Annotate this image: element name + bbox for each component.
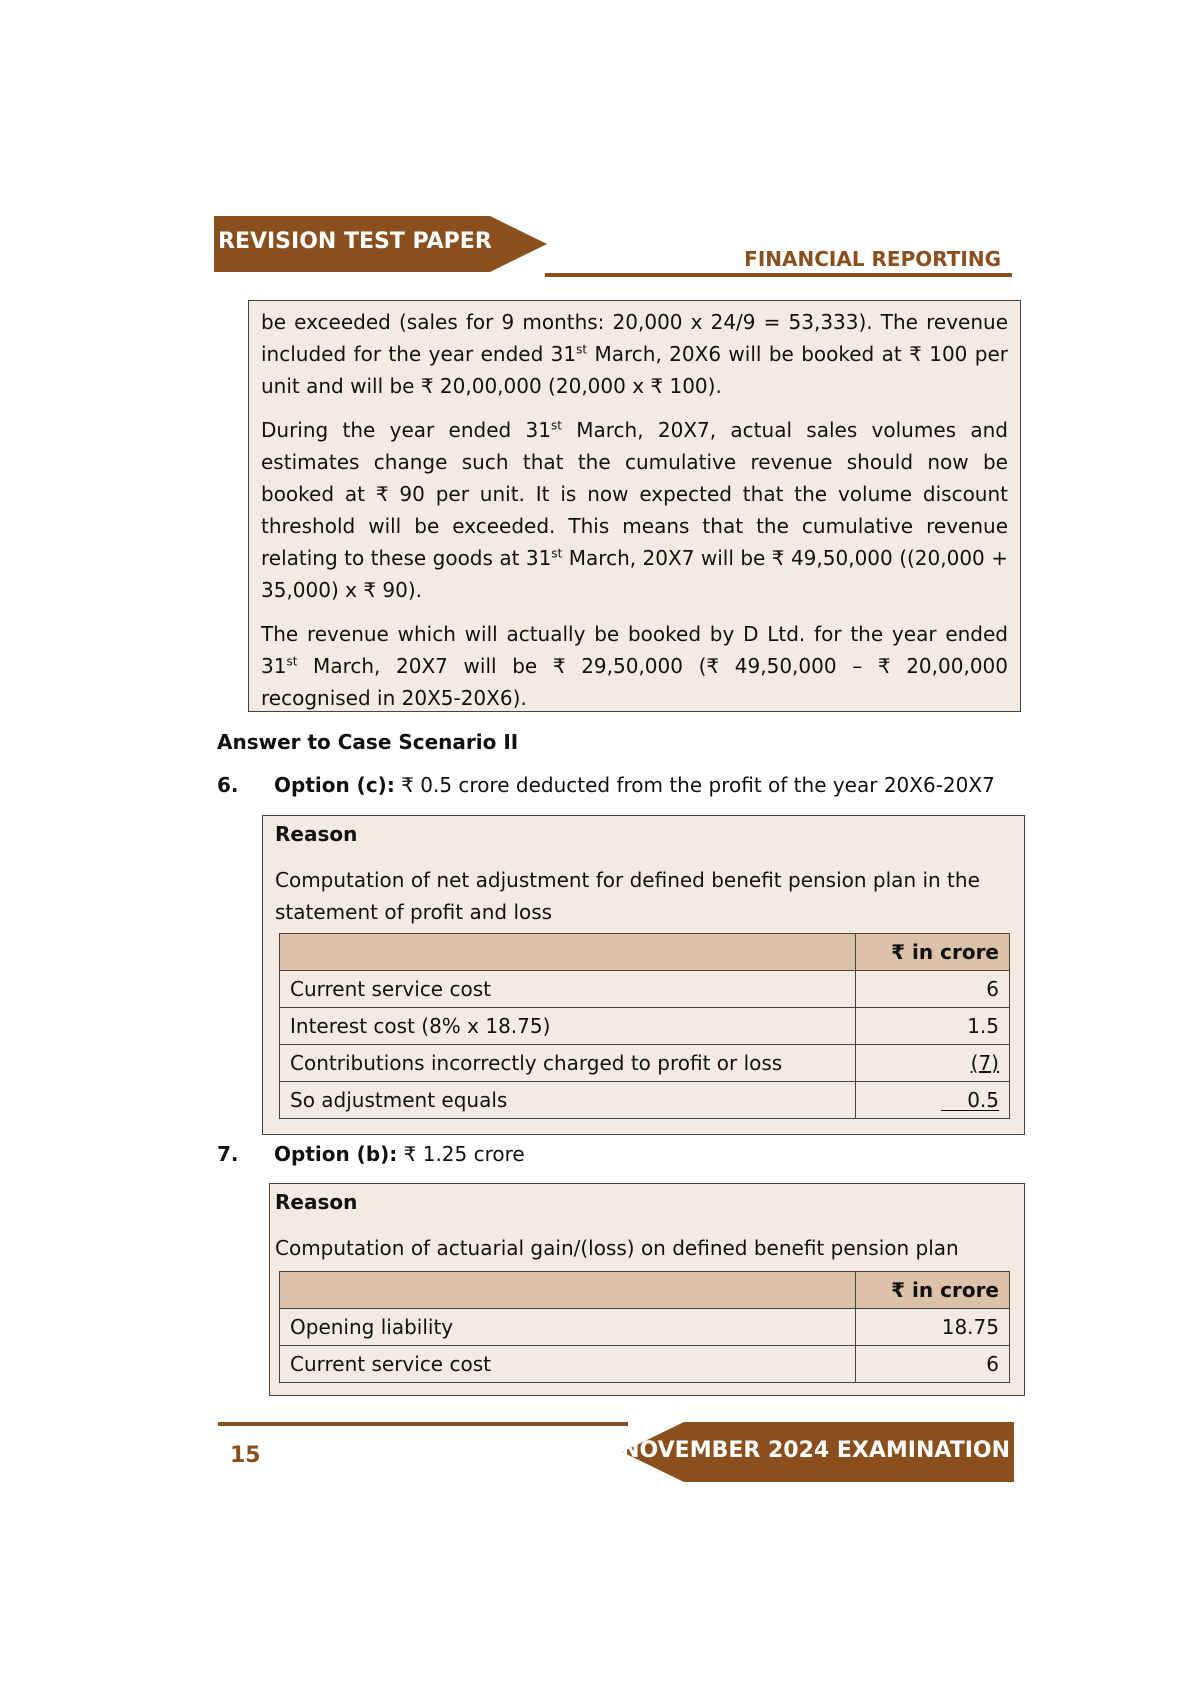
header-subject: FINANCIAL REPORTING [744,247,1001,271]
table-row [280,1045,1010,1082]
table-row [280,1346,1010,1383]
row-label: So adjustment equals [280,1082,856,1119]
table-row [280,1082,1010,1119]
row-value: 6 [856,971,1010,1008]
paragraph: be exceeded (sales for 9 months: 20,000 x 24/9 = 53,333). The revenue included for the year ended 31st March, 20X6 will be booked at ₹ 100 per unit and will be ₹ 20,00,000 (20,000 x ₹ 100). [261,310,1008,398]
row-label: Interest cost (8% x 18.75) [280,1008,856,1045]
header-title: REVISION TEST PAPER [218,229,492,254]
answer-option: Option (c): ₹ 0.5 crore deducted from the profit of the year 20X6-20X7 [274,773,995,797]
reason-box-q7 [269,1183,1025,1396]
continued-answer-box [248,300,1021,712]
page-number: 15 [230,1443,261,1468]
unit-header: ₹ in crore [856,1272,1010,1309]
reason-description: Computation of net adjustment for defined benefit pension plan in the statement of profit and loss [275,868,980,924]
answer-option: Option (b): ₹ 1.25 crore [274,1142,525,1166]
table-header-row [280,934,1010,971]
exam-label: NOVEMBER 2024 EXAMINATION [621,1438,1010,1463]
row-value: 6 [856,1346,1010,1383]
table-header-cell [280,934,856,971]
table-header-row [280,1272,1010,1309]
row-label: Current service cost [280,971,856,1008]
reason-label: Reason [275,1190,358,1214]
question-number: 6. [217,773,239,797]
unit-header: ₹ in crore [856,934,1010,971]
row-value: 1.5 [856,1008,1010,1045]
reason-description: Computation of actuarial gain/(loss) on defined benefit pension plan [275,1236,959,1260]
reason-box-q6 [262,815,1025,1135]
paragraph: During the year ended 31st March, 20X7, actual sales volumes and estimates change such that the cumulative revenue should now be booked at ₹ 90 per unit. It is now expected that the volume discount threshold will be exceeded. This means that the cumulative revenue relating to these goods at 31st March, 20X7 will be ₹ 49,50,000 ((20,000 + 35,000) x ₹ 90). [261,418,1008,602]
table-row [280,1309,1010,1346]
paragraph: The revenue which will actually be booked by D Ltd. for the year ended 31st March, 20X7 will be ₹ 29,50,000 (₹ 49,50,000 – ₹ 20,00,000 recognised in 20X5-20X6). [261,622,1008,710]
actuarial-table [279,1271,1010,1383]
header-rule [545,273,1012,277]
header-banner [214,216,547,274]
section-heading: Answer to Case Scenario II [217,730,519,754]
row-value: 18.75 [856,1309,1010,1346]
reason-label: Reason [275,822,358,846]
row-label: Contributions incorrectly charged to profit or loss [280,1045,856,1082]
adjustment-table [279,933,1010,1119]
footer-banner [622,1422,1014,1482]
table-header-cell [280,1272,856,1309]
row-label: Current service cost [280,1346,856,1383]
table-row [280,971,1010,1008]
table-row [280,1008,1010,1045]
footer-rule [218,1422,628,1426]
row-label: Opening liability [280,1309,856,1346]
question-number: 7. [217,1142,239,1166]
row-value: (7) [970,1051,999,1075]
row-value: 0.5 [941,1090,999,1111]
